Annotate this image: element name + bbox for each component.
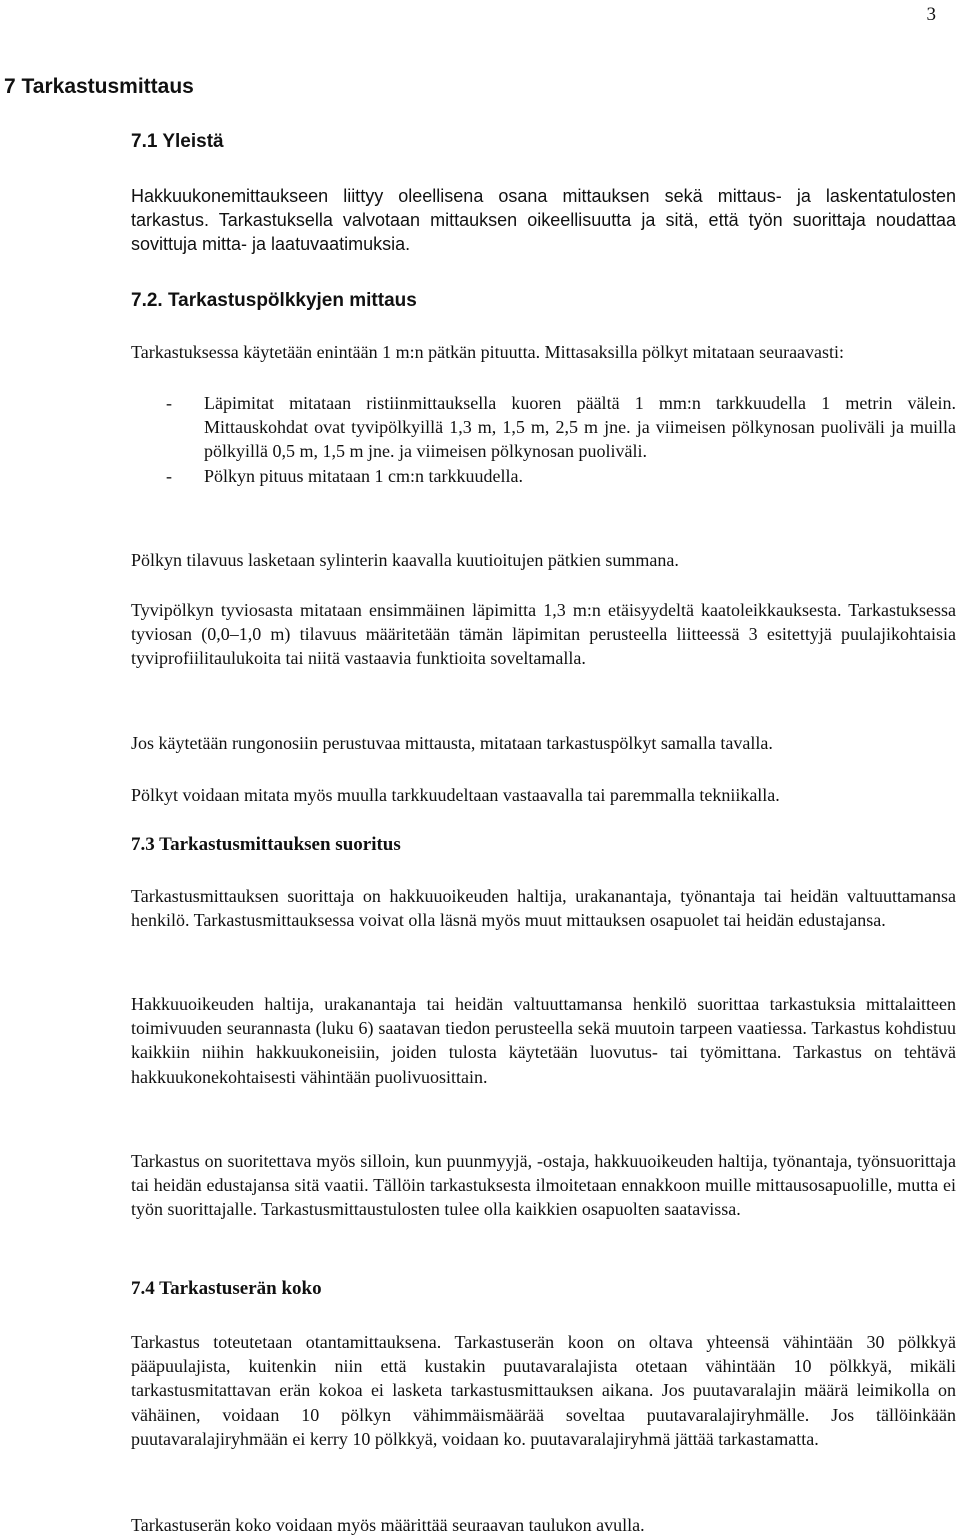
paragraph-tilavuus: Pölkyn tilavuus lasketaan sylinterin kaavalla kuutioitujen pätkien summana. bbox=[131, 550, 679, 570]
paragraph-vaatimuksesta: Tarkastus on suoritettava myös silloin, kun puunmyyjä, -ostaja, hakkuuoikeuden haltija, työnantaja, työnsuorittaja tai heidän edustajansa sitä vaatii. Tällöin tarkastuksesta ilmoitetaan ennakkoon muille mittausosapuolille, mutta ei työn suorittajalle. Tarkastusmittaustulosten tulee olla kaikkien osapuolten saatavissa. bbox=[131, 1151, 956, 1220]
paragraph-taulukko: Tarkastuserän koko voidaan myös määrittää seuraavan taulukon avulla. bbox=[131, 1515, 645, 1535]
section-title-suoritus: 7.3 Tarkastusmittauksen suoritus bbox=[131, 834, 401, 855]
paragraph-patkan-pituus: Tarkastuksessa käytetään enintään 1 m:n pätkän pituutta. Mittasaksilla pölkyt mitataan seuraavasti: bbox=[131, 342, 845, 362]
list-item bbox=[131, 391, 956, 464]
paragraph-muu-tekniikka: Pölkyt voidaan mitata myös muulla tarkkuudeltaan vastaavalla tai paremmalla tekniikalla. bbox=[131, 785, 780, 805]
list-item bbox=[131, 464, 956, 488]
paragraph-hakkuuoikeuden-haltija: Hakkuuoikeuden haltija, urakanantaja tai heidän valtuuttamansa henkilö suorittaa tarkastuksia mittalaitteen toimivuuden seurannasta (luku 6) saatavan tiedon perusteella sekä muutoin tarpeen vaatiessa. Tarkastus kohdistuu kaikkiin niihin hakkuukoneisiin, joiden tulosta käytetään luovutus- tai työmittana. Tarkastus on tehtävä hakkuukonekohtaisesti vähintään puolivuosittain. bbox=[131, 994, 956, 1087]
paragraph-tyvipolkky: Tyvipölkyn tyviosasta mitataan ensimmäinen läpimitta 1,3 m:n etäisyydeltä kaatoleikkauksesta. Tarkastuksessa tyviosan (0,0–1,0 m) tilavuus määritetään tämän läpimitan perusteella liitteessä 3 esitettyjä puulajikohtaisia tyviprofiilitaulukoita tai niitä vastaavia funktioita soveltamalla. bbox=[131, 600, 956, 669]
paragraph-rungonosat: Jos käytetään rungonosiin perustuvaa mittausta, mitataan tarkastuspölkyt samalla tavalla. bbox=[131, 733, 773, 753]
paragraph-yleista: Hakkuukonemittaukseen liittyy oleellisena osana mittauksen sekä mittaus- ja laskentatulosten tarkastus. Tarkastuksella valvotaan mittauksen oikeellisuutta ja sitä, että työn suorittaja noudattaa sovittuja mitta- ja laatuvaatimuksia. bbox=[131, 186, 956, 255]
list-dash: - bbox=[166, 465, 172, 486]
paragraph-otantamittaus: Tarkastus toteutetaan otantamittauksena. Tarkastuserän koon on oltava yhteensä vähintään 30 pölkkyä pääpuulajista, kuitenkin niin että kustakin puutavaralajista otetaan vähintään 10 pölkkyä, mikäli tarkastusmitattavan erän kokoa ei lasketa tarkastusmittauksen aikana. Jos puutavaralajin määrä leimikolla on vähäinen, voidaan 10 pölkyn vähimmäismäärää soveltaa puutavaralajiryhmälle. Jos tällöinkään puutavaralajiryhmään ei kerry 10 pölkkyä, voidaan ko. puutavaralajiryhmä jättää tarkastamatta. bbox=[131, 1332, 956, 1449]
measurement-list bbox=[131, 391, 956, 488]
list-dash: - bbox=[166, 393, 172, 413]
page-number: 3 bbox=[926, 4, 936, 25]
list-item-text: Läpimitat mitataan ristiinmittauksella kuoren päältä 1 mm:n tarkkuudella 1 metrin välein. Mittauskohdat ovat tyvipölkyillä 1,3 m, 1,5 m, 2,5 m jne. ja viimeisen pölkynosan puoliväli ja muilla pölkyillä 0,5 m, 1,5 m jne. ja viimeisen pölkynosan puoliväli. bbox=[204, 393, 956, 462]
list-item-text: Pölkyn pituus mitataan 1 cm:n tarkkuudella. bbox=[204, 465, 523, 486]
section-title-tarkastuseran-koko: 7.4 Tarkastuserän koko bbox=[131, 1278, 322, 1299]
section-title-tarkastuspolkkyjen-mittaus: 7.2. Tarkastuspölkkyjen mittaus bbox=[131, 290, 417, 311]
section-title-yleista: 7.1 Yleistä bbox=[131, 131, 224, 152]
chapter-title: 7 Tarkastusmittaus bbox=[4, 75, 194, 98]
paragraph-suorittaja: Tarkastusmittauksen suorittaja on hakkuuoikeuden haltija, urakanantaja, työnantaja tai heidän valtuuttamansa henkilö. Tarkastusmittauksessa voivat olla läsnä myös muut mittauksen osapuolet tai heidän edustajansa. bbox=[131, 886, 956, 931]
